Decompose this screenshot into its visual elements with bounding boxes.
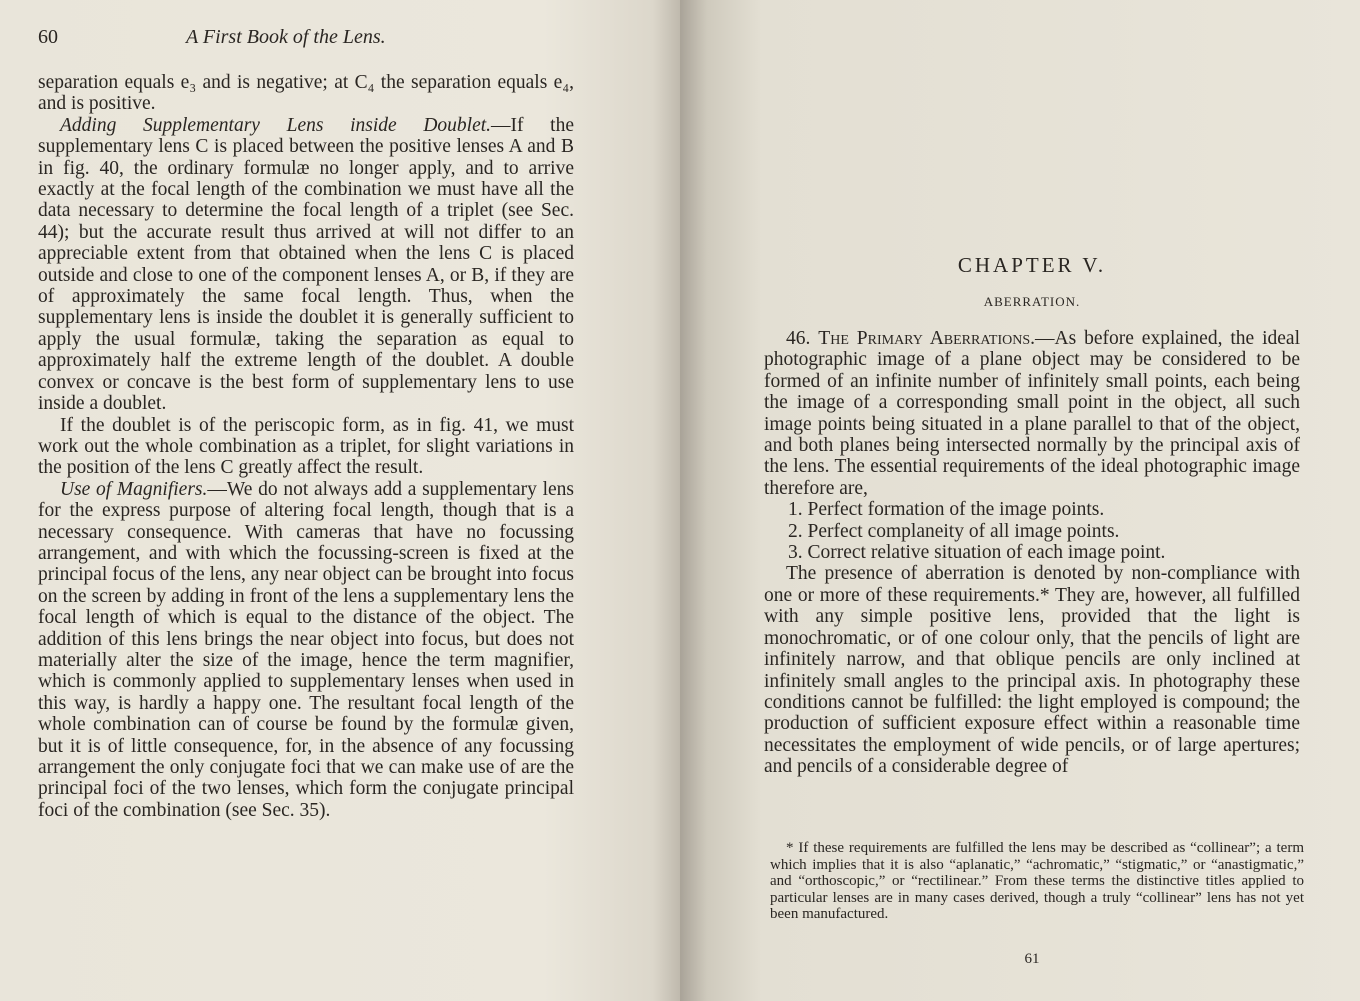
run-in-heading: Use of Magnifiers.	[60, 478, 208, 500]
footnote-text: * If these requirements are fulfilled the lens may be described as “collinear”; a term which implies that it is also “aplanatic,” “achromatic,” “stigmatic,” or “anastigmatic,” and “orthoscopic,” or “rectilinear.” From these terms the distinctive titles applied to particular lenses are in many cases derived, though a truly “collinear” lens has not yet been manufactured.	[770, 840, 1304, 922]
paragraph-body: —If the supplementary lens C is placed between the positive lenses A and B in fig. 40, the ordinary formulæ no longer apply, and to arrive exactly at the focal length of the combination we must have all the data necessary to determine the focal length of a triplet (see Sec. 44); but the accurate result thus arrived at will not differ to an appreciable extent from that obtained when the lens C is placed outside and close to one of the component lenses A, or B, if they are of approximately the same focal length. Thus, when the supplementary lens is inside the doublet it is generally sufficient to apply the usual formulæ, taking the separation as equal to approximately half the extreme length of the doublet. A double convex or concave is the best form of supplementary lens to use inside a doublet.	[38, 114, 574, 415]
chapter-title: CHAPTER V.	[957, 253, 1107, 277]
paragraph	[38, 115, 574, 415]
section-number: 46.	[786, 328, 811, 349]
footnote	[770, 840, 1304, 923]
chapter-subtitle: ABERRATION.	[983, 294, 1081, 309]
right-body-text	[764, 328, 1300, 778]
requirements-list	[764, 499, 1300, 563]
section-heading: The Primary Aberrations.	[818, 328, 1035, 349]
page-number: 60	[38, 26, 58, 48]
paragraph	[764, 328, 1300, 499]
paragraph: separation equals e₃ and is negative; at C₄ the separation equals e₄, and is positive.	[38, 72, 574, 115]
list-item: 3. Correct relative situation of each image point.	[788, 542, 1166, 564]
running-title: A First Book of the Lens.	[186, 26, 386, 48]
list-item: 1. Perfect formation of the image points.	[788, 499, 1105, 521]
paragraph-body: —As before explained, the ideal photographic image of a plane object may be considered to be formed of an infinite number of infinitely small points, each being the image of a corresponding small point in the object, all such image points being situated in a plane parallel to that of the object, and both planes being intersected normally by the principal axis of the lens. The essential requirements of the ideal photographic image therefore are,	[764, 328, 1300, 499]
paragraph	[38, 479, 574, 822]
page-number: 61	[1024, 951, 1040, 967]
list-item: 2. Perfect complaneity of all image points.	[788, 520, 1120, 542]
run-in-heading: Adding Supplementary Lens inside Doublet.	[60, 114, 492, 136]
paragraph: If the doublet is of the periscopic form, as in fig. 41, we must work out the whole combination as a triplet, for slight variations in the position of the lens C greatly affect the result.	[38, 414, 574, 479]
left-body-text	[38, 72, 574, 821]
paragraph: The presence of aberration is denoted by non-compliance with one or more of these requirements.* They are, however, all fulfilled with any simple positive lens, provided that the light is monochromatic, or of one colour only, that the pencils of light are infinitely narrow, and that oblique pencils are only inclined at infinitely small angles to the principal axis. In photography these conditions cannot be fulfilled: the light employed is compound; the production of sufficient exposure effect within a reasonable time necessitates the employment of wide pencils, or of large apertures; and pencils of a considerable degree of	[764, 563, 1300, 778]
paragraph-body: —We do not always add a supplementary lens for the express purpose of altering focal length, though that is a necessary consequence. With cameras that have no focussing arrangement, and with which the focussing-screen is fixed at the principal focus of the lens, any near object can be brought into focus on the screen by adding in front of the lens a supplementary lens the focal length of which is equal to the distance of the object. The addition of this lens brings the near object into focus, but does not materially alter the size of the image, hence the term magnifier, which is commonly applied to supplementary lenses when used in this way, is hardly a happy one. The resultant focal length of the whole combination can of course be found by the formulæ given, but it is of little consequence, for, in the absence of any focussing arrangement the only conjugate foci that we can make use of are the principal foci of the two lenses, which form the conjugate principal foci of the combination (see Sec. 35).	[38, 478, 574, 821]
running-head	[38, 26, 578, 56]
